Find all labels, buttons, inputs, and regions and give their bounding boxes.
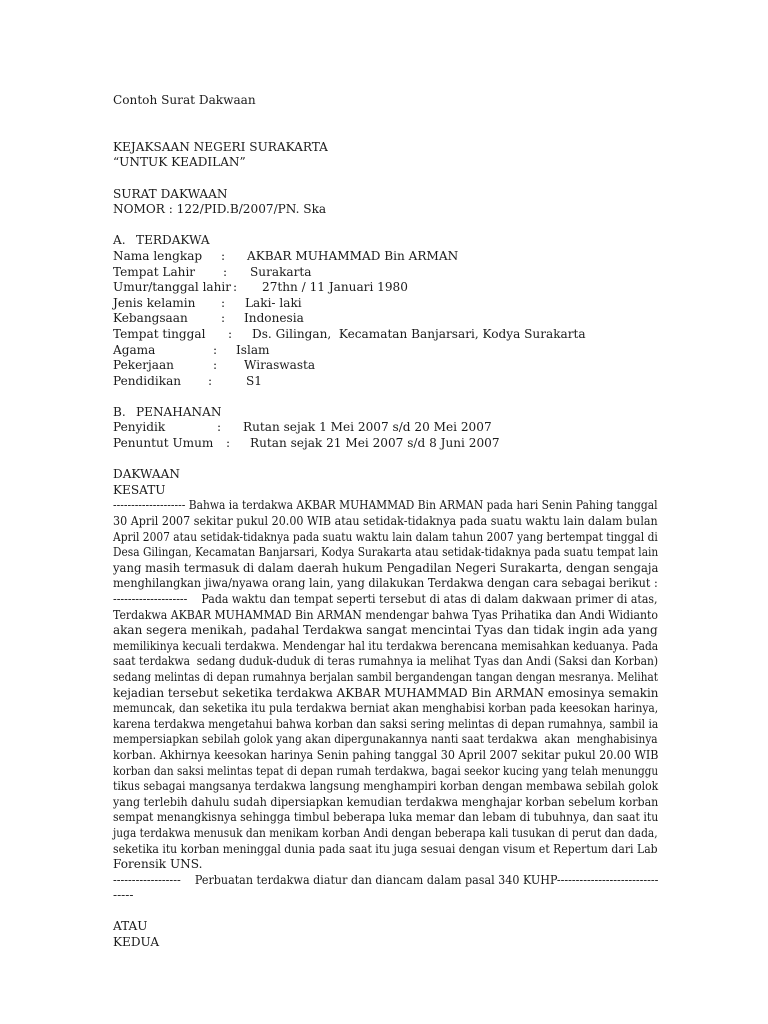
paragraph-line: ----- [113,888,134,903]
paragraph-line: tikus sebagai mangsanya terdakwa langsung menghampiri korban dengan membawa sebilah golok [113,779,659,794]
identity-row [113,374,658,390]
identity-value: Ds. Gilingan, Kecamatan Banjarsari, Kodya Surakarta [252,326,586,341]
paragraph-line: menghilangkan jiwa/nyawa orang lain, yang dilakukan Terdakwa dengan cara sebagai berikut : [113,576,658,591]
detention-separator: : [226,436,231,451]
identity-row [113,296,658,312]
paragraph-line: 30 April 2007 sekitar pukul 20.00 WIB atau setidak-tidaknya pada suatu waktu lain dalam bulan [113,514,658,529]
paragraph-line: karena terdakwa mengetahui bahwa korban dan saksi sering melintas di depan rumahnya, sambil ia [113,716,659,731]
identity-separator: : [213,358,218,373]
atau-label: ATAU [113,919,148,934]
section-a-number: A. [113,233,126,248]
identity-value: Wiraswasta [244,358,316,373]
paragraph-line: korban dan saksi melintas tepat di depan rumah terdakwa, bagai seekor kucing yang telah menunggu [113,763,659,778]
paragraph-charge-article [113,873,658,904]
identity-separator: : [228,326,233,341]
defendant-identity-table [113,249,658,389]
paragraph-line: kejadian tersebut seketika terdakwa AKBAR MUHAMMAD Bin ARMAN emosinya semakin [113,685,659,700]
section-b-number: B. [113,404,126,419]
paragraph-line: sedang melintas di depan rumahnya berjalan sambil bergandengan tangan dengan mesranya. Melihat [113,669,659,684]
identity-label: Pendidikan [113,373,182,388]
paragraph-line: April 2007 atau setidak-tidaknya pada suatu waktu lain dalam tahun 2007 yang bertempat tinggal di [113,529,658,544]
detention-label: Penuntut Umum [113,436,214,451]
identity-separator: : [221,311,226,326]
identity-label: Agama [113,342,156,357]
identity-label: Pekerjaan [113,358,174,373]
paragraph-line: akan segera menikah, padahal Terdakwa sangat mencintai Tyas dan tidak ingin ada yang [113,623,658,638]
identity-label: Nama lengkap [113,248,203,263]
identity-label: Kebangsaan [113,311,188,326]
detention-row [113,420,658,436]
section-a-title: TERDAKWA [136,233,210,248]
letter-number: NOMOR : 122/PID.B/2007/PN. Ska [113,202,327,217]
identity-separator: : [221,295,226,310]
identity-row [113,311,658,327]
section-a-heading [113,233,658,249]
identity-label: Tempat Lahir [113,264,196,279]
paragraph-line: sempat menangkisnya sehingga timbul beberapa luka memar dan lebam di tubuhnya, dan saat itu [113,810,659,825]
identity-separator: : [213,342,218,357]
identity-row [113,358,658,374]
identity-row [113,343,658,359]
identity-row [113,280,658,296]
paragraph-line: korban. Akhirnya keesokan harinya Senin pahing tanggal 30 April 2007 sekitar pukul 20.00 WIB [113,747,659,762]
letter-type: SURAT DAKWAAN [113,186,228,201]
identity-value: 27thn / 11 Januari 1980 [262,280,408,295]
office-name: KEJAKSAAN NEGERI SURAKARTA [113,139,328,154]
paragraph-line: memilikinya kecuali terdakwa. Mendengar hal itu terdakwa berencana memisahkan keduanya. Pada [113,638,659,653]
identity-value: AKBAR MUHAMMAD Bin ARMAN [247,248,459,263]
document-heading: Contoh Surat Dakwaan [113,93,256,107]
paragraph-charge-facts [113,592,658,873]
paragraph-line: juga terdakwa menusuk dan menikam korban Andi dengan beberapa kali tusukan di perut dan dada, [113,825,658,840]
identity-row [113,265,658,281]
identity-separator: : [223,264,228,279]
detention-value: Rutan sejak 21 Mei 2007 s/d 8 Juni 2007 [250,436,500,451]
paragraph-line: memuncak, dan seketika itu pula terdakwa berniat akan menghabisi korban pada keesokan harinya, [113,701,659,716]
office-motto: “UNTUK KEADILAN” [113,155,246,170]
paragraph-line: Forensik UNS. [113,857,203,872]
paragraph-line: -------------------- Bahwa ia terdakwa AKBAR MUHAMMAD Bin ARMAN pada hari Senin Pahing tanggal [113,498,658,513]
identity-separator: : [208,373,213,388]
document-body [113,93,658,951]
section-b-heading [113,405,658,421]
paragraph-charge-opening [113,498,658,592]
identity-separator: : [233,280,238,295]
section-b-title: PENAHANAN [136,404,222,419]
identity-value: Indonesia [244,311,304,326]
detention-label: Penyidik [113,420,166,435]
paragraph-line: seketika itu korban meninggal dunia pada saat itu juga sesuai dengan visum et Repertum dari Lab [113,841,658,856]
paragraph-line: saat terdakwa sedang duduk-duduk di teras rumahnya ia melihat Tyas dan Andi (Saksi dan Korban) [113,654,659,669]
identity-value: Laki- laki [245,295,302,310]
kesatu-title: KESATU [113,482,166,497]
detention-table [113,420,658,451]
identity-value: Surakarta [250,264,312,279]
identity-label: Tempat tinggal [113,326,206,341]
kedua-title: KEDUA [113,935,160,950]
identity-value: S1 [246,373,262,388]
paragraph-line: mempersiapkan sebilah golok yang akan dipergunakannya nanti saat terdakwa akan menghabisinya [113,732,658,747]
identity-value: Islam [236,342,270,357]
identity-row [113,249,658,265]
paragraph-line: yang terlebih dahulu sudah dipersiapkan kemudian terdakwa menghajar korban sebelum korban [113,794,659,809]
detention-value: Rutan sejak 1 Mei 2007 s/d 20 Mei 2007 [243,420,492,435]
identity-row [113,327,658,343]
paragraph-line: Desa Gilingan, Kecamatan Banjarsari, Kodya Surakarta atau setidak-tidaknya pada suatu tempat lain [113,545,659,560]
detention-row [113,436,658,452]
identity-label: Jenis kelamin [113,295,196,310]
paragraph-line: yang masih termasuk di dalam daerah hukum Pengadilan Negeri Surakarta, dengan sengaja [113,560,659,575]
identity-separator: : [221,248,226,263]
paragraph-line: ------------------ Perbuatan terdakwa diatur dan diancam dalam pasal 340 KUHP--------------------------- [113,872,659,887]
dakwaan-title: DAKWAAN [113,467,180,482]
paragraph-line: Terdakwa AKBAR MUHAMMAD Bin ARMAN mendengar bahwa Tyas Prihatika dan Andi Widianto [113,607,659,622]
detention-separator: : [217,420,222,435]
paragraph-line: -------------------- Pada waktu dan tempat seperti tersebut di atas di dalam dakwaan primer di atas, [113,592,658,606]
identity-label: Umur/tanggal lahir [113,280,232,295]
